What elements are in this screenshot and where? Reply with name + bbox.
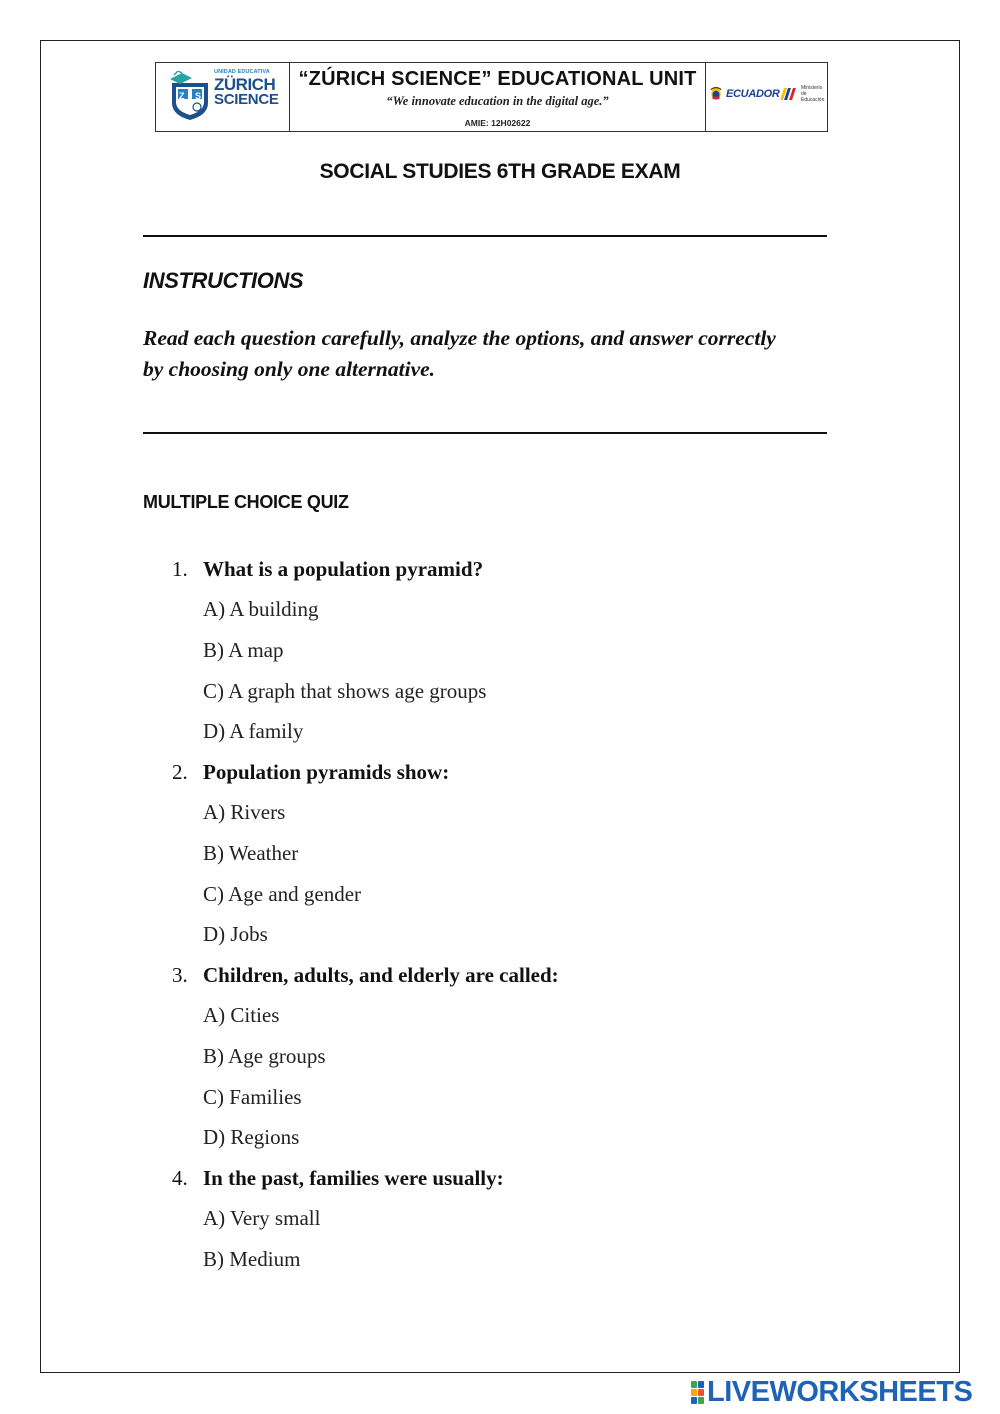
school-name: “ZÚRICH SCIENCE” EDUCATIONAL UNIT <box>298 68 697 90</box>
question-text: Children, adults, and elderly are called: <box>203 963 559 987</box>
option-2d[interactable]: D) Jobs <box>203 922 268 946</box>
quiz-title: MULTIPLE CHOICE QUIZ <box>143 492 349 512</box>
school-info <box>290 63 706 131</box>
separator-line <box>143 432 827 434</box>
option-2a[interactable]: A) Rivers <box>203 800 286 824</box>
question-2 <box>172 760 449 785</box>
logo-zs-letters: Z S <box>179 91 206 101</box>
ecuador-label: ECUADOR <box>726 88 780 100</box>
instructions-line2: by choosing only one alternative. <box>143 357 436 381</box>
logo-science-text: SCIENCE <box>214 91 279 108</box>
instructions-title: INSTRUCTIONS <box>143 268 304 293</box>
liveworksheets-icon <box>690 1381 704 1405</box>
flag-stripes-icon <box>782 88 796 100</box>
ministry-logo <box>706 63 827 131</box>
question-number: 2. <box>172 760 188 784</box>
option-1a[interactable]: A) A building <box>203 597 319 621</box>
ministerio-label <box>801 85 827 103</box>
amie-code: AMIE: 12H02622 <box>464 118 531 128</box>
coat-of-arms-icon <box>710 85 722 103</box>
option-4b[interactable]: B) Medium <box>203 1247 301 1271</box>
question-4 <box>172 1166 504 1191</box>
option-2c[interactable]: C) Age and gender <box>203 882 362 906</box>
option-3d[interactable]: D) Regions <box>203 1125 300 1149</box>
option-2b[interactable]: B) Weather <box>203 841 299 865</box>
option-3c[interactable]: C) Families <box>203 1085 302 1109</box>
option-4a[interactable]: A) Very small <box>203 1206 321 1230</box>
option-1d[interactable]: D) A family <box>203 719 304 743</box>
option-1b[interactable]: B) A map <box>203 638 284 662</box>
school-motto: “We innovate education in the digital age.” <box>386 94 609 108</box>
ministerio-line2: de Educación <box>801 91 825 103</box>
question-3 <box>172 963 559 988</box>
instructions-line1: Read each question carefully, analyze the options, and answer correctly <box>143 326 776 350</box>
question-text: What is a population pyramid? <box>203 557 484 581</box>
question-text: In the past, families were usually: <box>203 1166 504 1190</box>
exam-title: SOCIAL STUDIES 6TH GRADE EXAM <box>319 160 681 183</box>
option-3b[interactable]: B) Age groups <box>203 1044 326 1068</box>
instructions-text <box>143 323 843 385</box>
question-number: 3. <box>172 963 188 987</box>
logo-unidad-text: UNIDAD EDUCATIVA <box>214 69 270 75</box>
question-number: 4. <box>172 1166 188 1190</box>
question-number: 1. <box>172 557 188 581</box>
school-logo <box>156 63 290 131</box>
separator-line <box>143 235 827 237</box>
logo-zurich-text: ZÜRICH <box>214 75 276 94</box>
question-text: Population pyramids show: <box>203 760 450 784</box>
liveworksheets-brand: LIVEWORKSHEETS <box>707 1376 973 1408</box>
school-header <box>155 62 828 132</box>
liveworksheets-logo[interactable] <box>690 1376 972 1409</box>
question-1 <box>172 557 483 582</box>
option-1c[interactable]: C) A graph that shows age groups <box>203 679 487 703</box>
option-3a[interactable]: A) Cities <box>203 1003 280 1027</box>
ministerio-line1: Ministerio <box>801 85 823 91</box>
